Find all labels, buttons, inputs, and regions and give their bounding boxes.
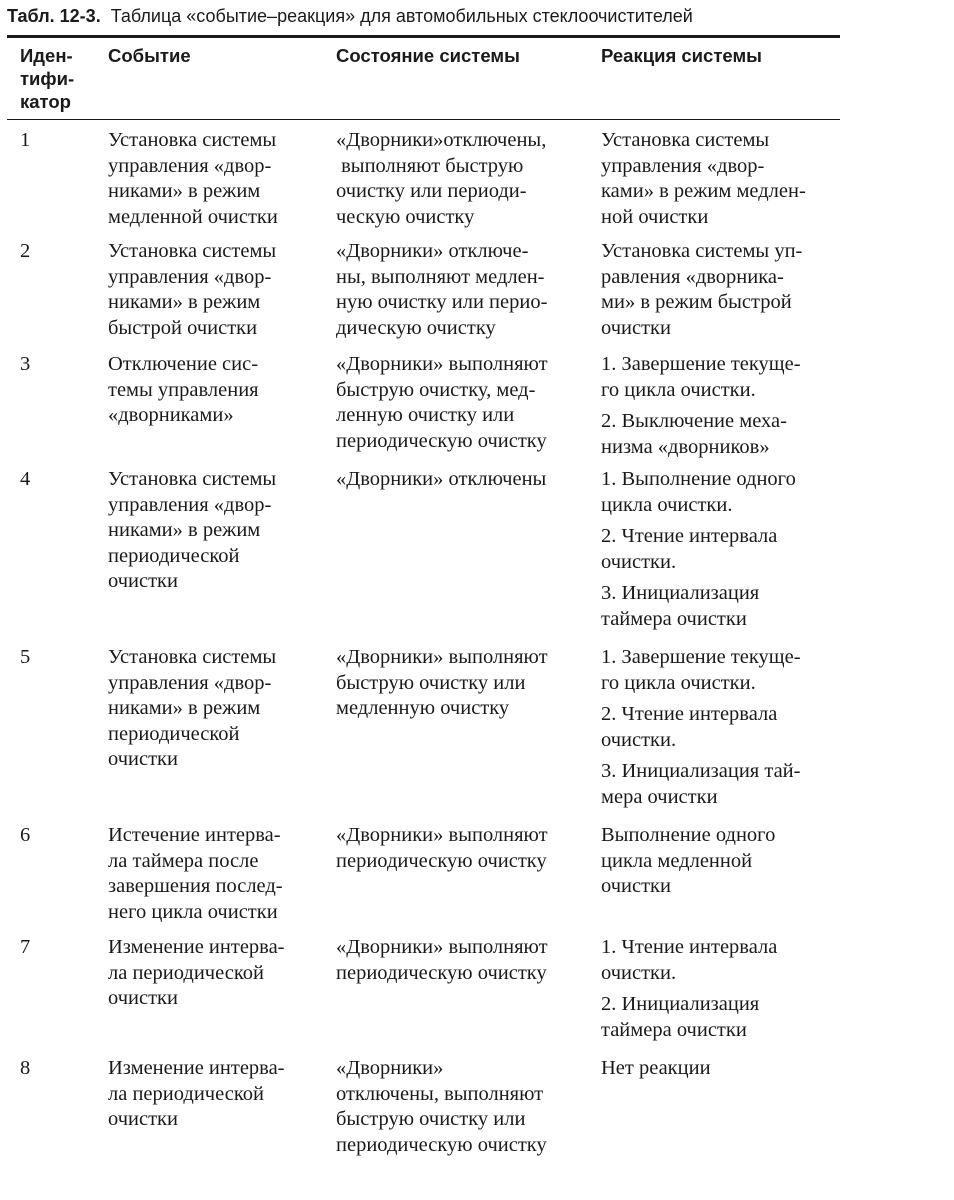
row-id: 3 xyxy=(20,353,31,375)
event-line: никами» в режим xyxy=(108,519,261,542)
response-item xyxy=(601,352,841,403)
event-line: управления «двор- xyxy=(108,493,272,516)
header-response: Реакция системы xyxy=(601,45,762,66)
row-response xyxy=(601,1056,841,1082)
table-title: Таблица «событие–реакция» для автомобильных стеклоочистителей xyxy=(110,6,693,26)
event-line: ла периодической xyxy=(108,961,264,984)
response-line: очистки xyxy=(601,316,671,339)
response-line: го цикла очистки. xyxy=(601,378,756,401)
state-line: «Дворники»отключены, xyxy=(336,129,547,151)
table-number: Табл. 12-3. xyxy=(7,6,101,26)
event-line: него цикла очистки xyxy=(108,900,278,923)
event-line: управления «двор- xyxy=(108,265,272,288)
response-item xyxy=(601,702,841,753)
top-rule xyxy=(7,35,840,38)
response-item xyxy=(601,128,841,230)
row-event xyxy=(108,352,323,429)
event-line: Установка системы xyxy=(108,240,277,262)
row-state xyxy=(336,645,591,722)
row-state xyxy=(336,128,591,230)
row-state xyxy=(336,823,591,874)
response-line: очистки. xyxy=(601,728,677,751)
event-line: никами» в режим xyxy=(108,291,261,314)
response-item xyxy=(601,759,841,810)
row-state xyxy=(336,239,591,341)
event-line: очистки xyxy=(108,748,178,771)
row-id: 4 xyxy=(20,468,31,490)
response-line: цикла медленной xyxy=(601,849,753,872)
state-line: «Дворники» выполняют xyxy=(336,824,548,846)
row-id: 6 xyxy=(20,824,31,846)
state-line: ленную очистку или xyxy=(336,404,515,427)
state-line: «Дворники» выполняют xyxy=(336,353,548,375)
row-response xyxy=(601,467,841,633)
header-event: Событие xyxy=(108,45,191,66)
row-event xyxy=(108,1056,323,1133)
header-id xyxy=(20,44,95,113)
state-line: выполняют быструю xyxy=(336,154,524,177)
state-line: быструю очистку, мед- xyxy=(336,378,536,401)
row-state xyxy=(336,467,591,493)
response-line: ной очистки xyxy=(601,205,709,228)
row-response xyxy=(601,352,841,460)
row-id: 2 xyxy=(20,240,31,262)
row-event xyxy=(108,823,323,925)
state-line: периодическую очистку xyxy=(336,961,547,984)
state-line: «Дворники» выполняют xyxy=(336,646,548,668)
state-line: очистку или периоди- xyxy=(336,180,527,203)
event-line: управления «двор- xyxy=(108,671,272,694)
event-line: управления «двор- xyxy=(108,154,272,177)
table-caption xyxy=(7,5,693,27)
response-line: очистки. xyxy=(601,961,677,984)
header-state: Состояние системы xyxy=(336,45,520,66)
response-line: 1. Завершение текуще- xyxy=(601,353,801,375)
response-item xyxy=(601,409,841,460)
response-line: ми» в режим быстрой xyxy=(601,291,792,314)
event-line: ла периодической xyxy=(108,1082,264,1105)
response-line: Установка системы уп- xyxy=(601,240,803,262)
header-rule xyxy=(7,119,840,120)
response-line: 3. Инициализация xyxy=(601,582,760,605)
row-state xyxy=(336,935,591,986)
response-item xyxy=(601,1056,841,1082)
event-line: очистки xyxy=(108,570,178,593)
response-line: 1. Выполнение одного xyxy=(601,468,796,490)
response-item xyxy=(601,581,841,632)
row-state xyxy=(336,1056,591,1158)
event-line: Истечение интерва- xyxy=(108,824,281,846)
response-line: 2. Инициализация xyxy=(601,993,760,1016)
response-line: таймера очистки xyxy=(601,607,747,630)
event-line: Установка системы xyxy=(108,468,277,490)
event-line: периодической xyxy=(108,722,240,745)
state-line: «Дворники» выполняют xyxy=(336,936,548,958)
response-line: очистки xyxy=(601,875,671,898)
event-line: быстрой очистки xyxy=(108,316,258,339)
response-line: Установка системы xyxy=(601,129,770,151)
event-line: очистки xyxy=(108,1108,178,1131)
event-line: никами» в режим xyxy=(108,697,261,720)
state-line: «Дворники» xyxy=(336,1057,444,1079)
event-line: Изменение интерва- xyxy=(108,1057,285,1079)
response-item xyxy=(601,992,841,1043)
event-line: «дворниками» xyxy=(108,404,234,427)
row-response xyxy=(601,935,841,1043)
response-line: 1. Чтение интервала xyxy=(601,936,778,958)
row-id: 1 xyxy=(20,129,31,151)
event-line: медленной очистки xyxy=(108,205,278,228)
response-line: равления «дворника- xyxy=(601,265,784,288)
header-id-line: Иден- xyxy=(20,45,73,66)
response-item xyxy=(601,823,841,900)
row-event xyxy=(108,467,323,595)
state-line: периодическую очистку xyxy=(336,1133,547,1156)
state-line: «Дворники» отключены xyxy=(336,468,547,490)
state-line: ческую очистку xyxy=(336,205,475,228)
response-line: 2. Чтение интервала xyxy=(601,525,778,548)
row-state xyxy=(336,352,591,454)
response-item xyxy=(601,645,841,696)
event-line: Установка системы xyxy=(108,129,277,151)
row-event xyxy=(108,128,323,230)
event-line: Отключение сис- xyxy=(108,353,259,375)
response-line: 1. Завершение текуще- xyxy=(601,646,801,668)
row-id: 5 xyxy=(20,646,31,668)
response-line: мера очистки xyxy=(601,785,718,808)
state-line: ны, выполняют медлен- xyxy=(336,265,545,288)
header-id-line: тифи- xyxy=(20,68,75,89)
event-line: периодической xyxy=(108,544,240,567)
row-response xyxy=(601,128,841,230)
response-line: ками» в режим медлен- xyxy=(601,180,806,203)
event-line: очистки xyxy=(108,987,178,1010)
response-line: 2. Чтение интервала xyxy=(601,703,778,726)
response-line: управления «двор- xyxy=(601,154,765,177)
response-item xyxy=(601,467,841,518)
event-line: Изменение интерва- xyxy=(108,936,285,958)
state-line: медленную очистку xyxy=(336,697,510,720)
state-line: быструю очистку или xyxy=(336,1108,526,1131)
response-line: Выполнение одного xyxy=(601,824,776,846)
row-response xyxy=(601,645,841,811)
event-line: ла таймера после xyxy=(108,849,259,872)
state-line: периодическую очистку xyxy=(336,849,547,872)
response-line: 3. Инициализация тай- xyxy=(601,760,801,783)
row-id: 8 xyxy=(20,1057,31,1079)
event-line: темы управления xyxy=(108,378,259,401)
response-line: го цикла очистки. xyxy=(601,671,756,694)
state-line: быструю очистку или xyxy=(336,671,526,694)
event-line: Установка системы xyxy=(108,646,277,668)
response-item xyxy=(601,935,841,986)
response-item xyxy=(601,239,841,341)
response-line: таймера очистки xyxy=(601,1018,747,1041)
row-event xyxy=(108,645,323,773)
header-id-line: катор xyxy=(20,91,71,112)
row-response xyxy=(601,239,841,341)
state-line: периодическую очистку xyxy=(336,429,547,452)
state-line: отключены, выполняют xyxy=(336,1082,544,1105)
state-line: «Дворники» отключе- xyxy=(336,240,529,262)
row-event xyxy=(108,935,323,1012)
response-line: низма «дворников» xyxy=(601,435,770,458)
row-id: 7 xyxy=(20,936,31,958)
row-response xyxy=(601,823,841,900)
state-line: дическую очистку xyxy=(336,316,496,339)
response-line: Нет реакции xyxy=(601,1057,711,1079)
event-line: завершения послед- xyxy=(108,875,283,898)
response-item xyxy=(601,524,841,575)
event-line: никами» в режим xyxy=(108,180,261,203)
response-line: цикла очистки. xyxy=(601,493,733,516)
response-line: 2. Выключение меха- xyxy=(601,410,787,433)
response-line: очистки. xyxy=(601,550,677,573)
row-event xyxy=(108,239,323,341)
state-line: ную очистку или перио- xyxy=(336,291,548,314)
